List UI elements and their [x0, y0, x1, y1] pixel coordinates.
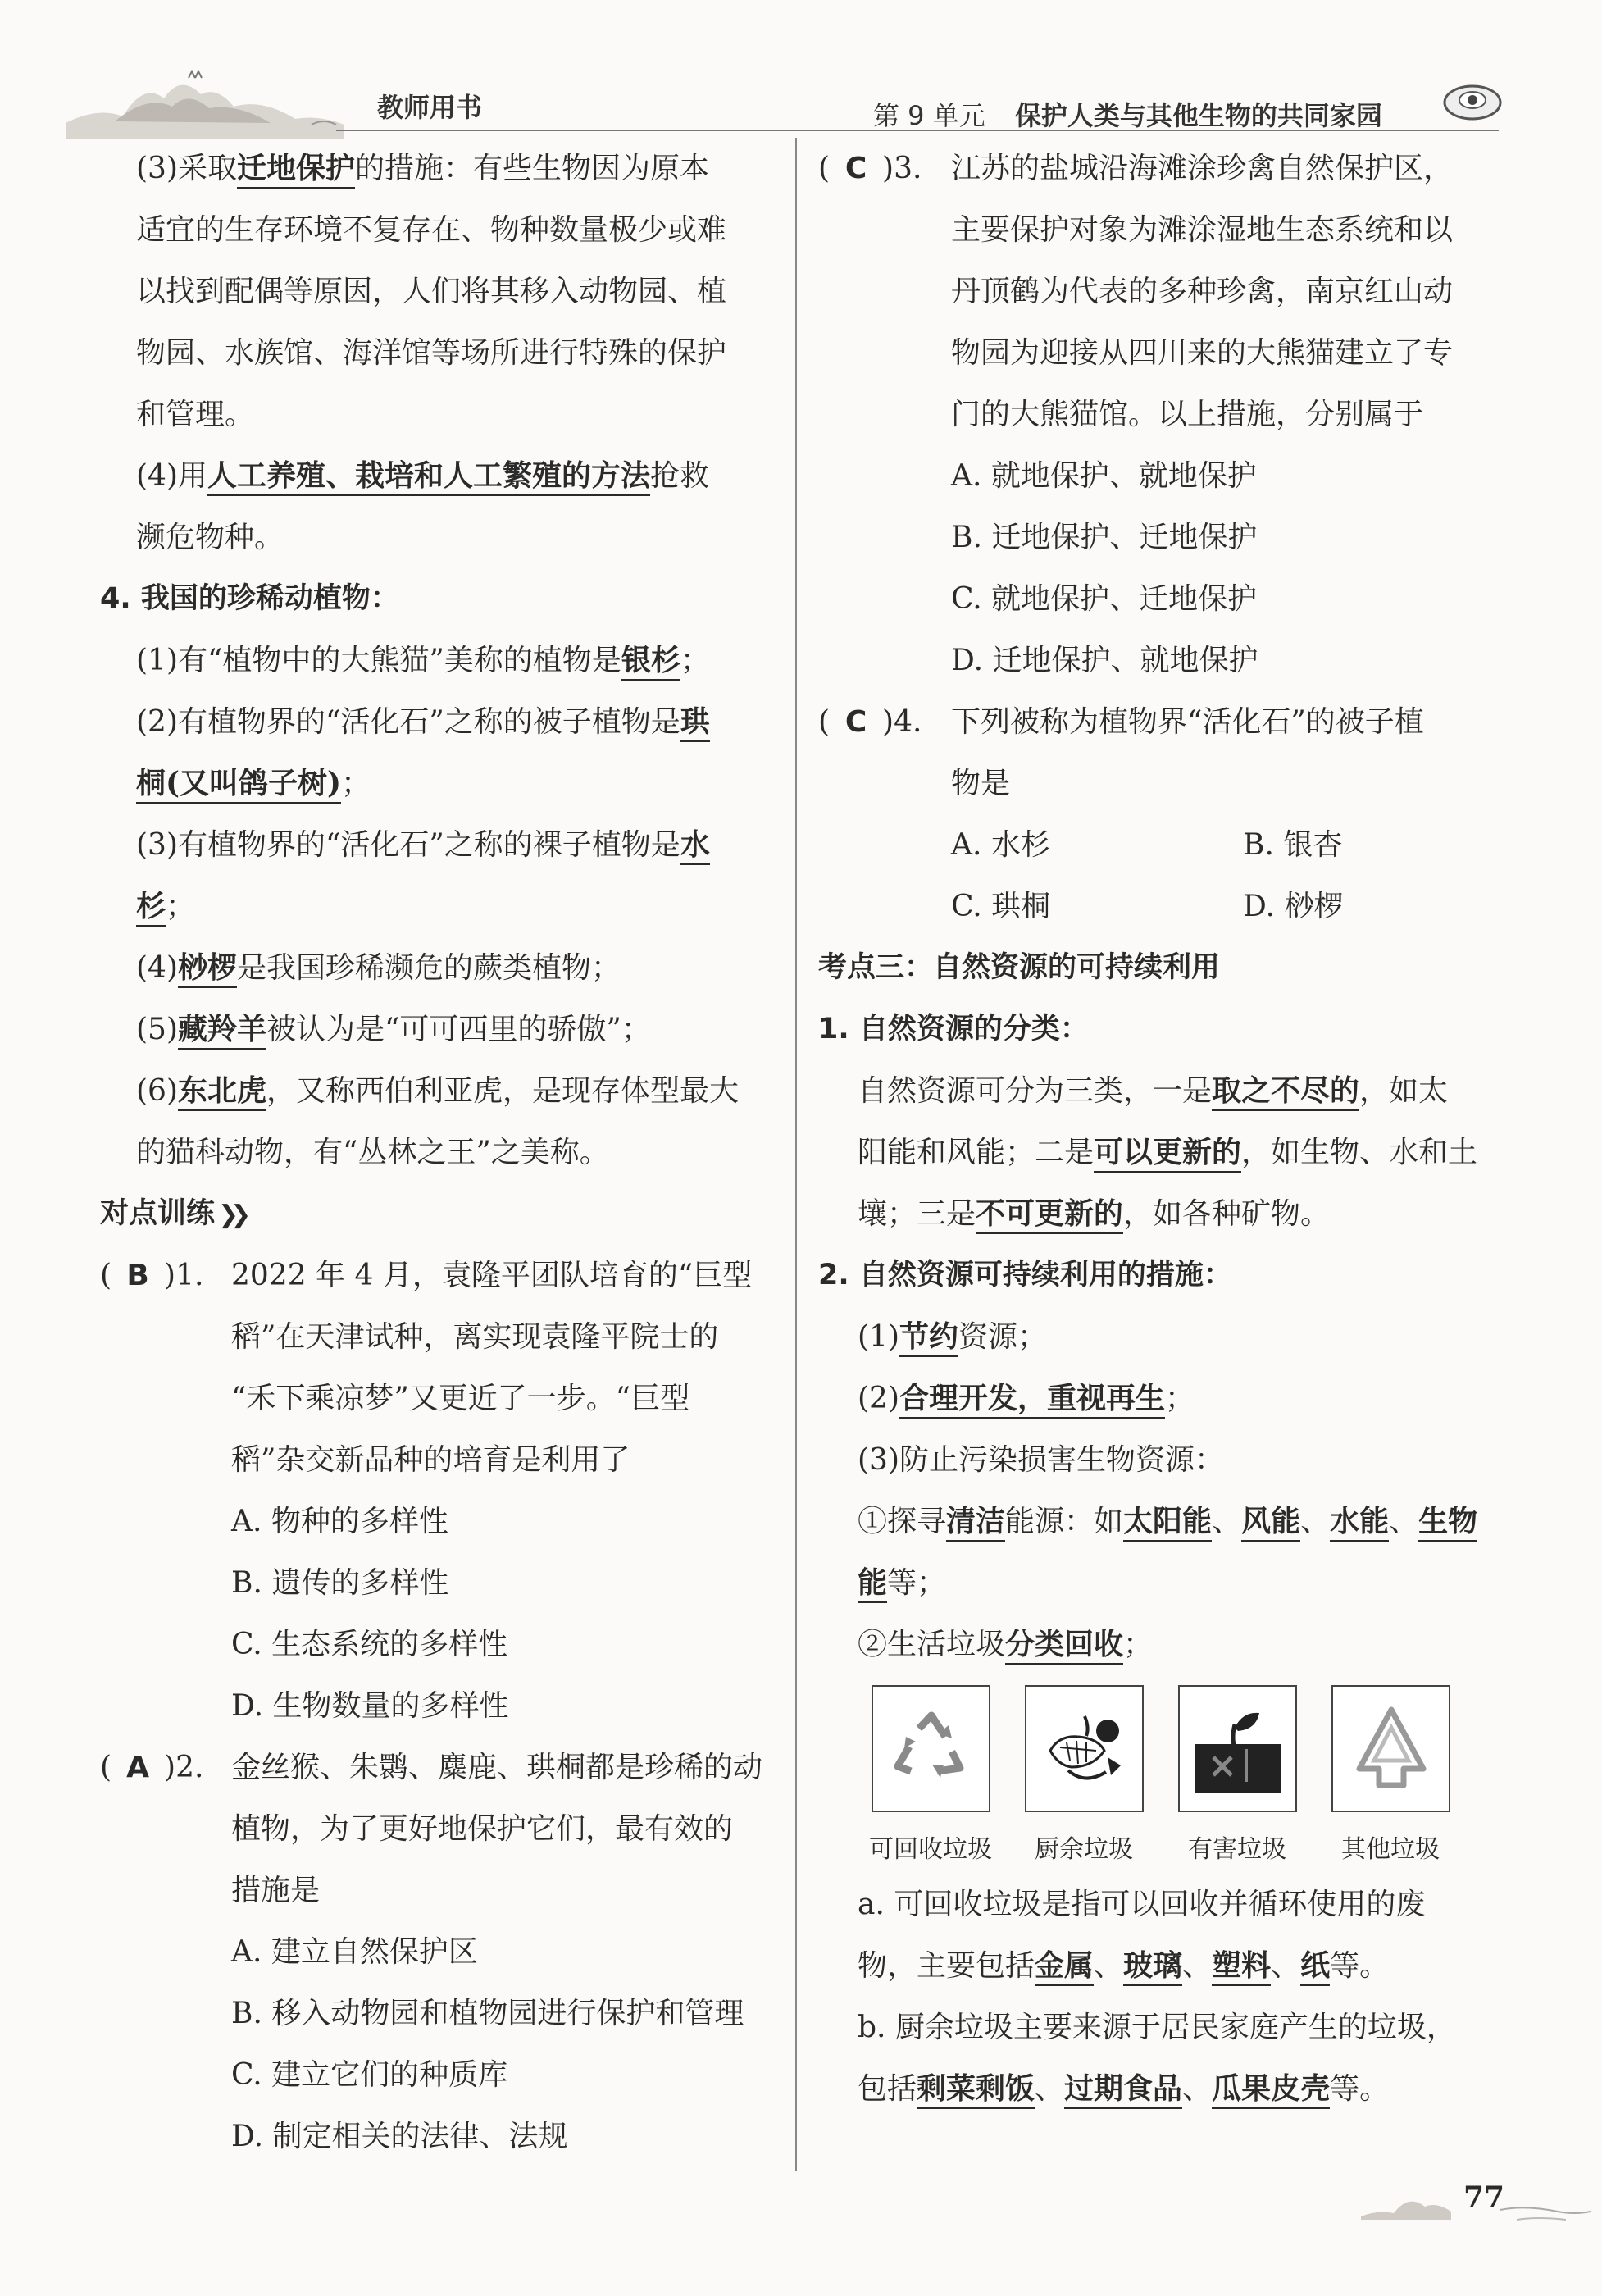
key-term: 取之不尽的 — [1212, 1073, 1359, 1111]
text-line: 稻”杂交新品种的培育是利用了 — [231, 1443, 630, 1477]
option-d: D. 迁地保护、就地保护 — [951, 644, 1258, 677]
answer-letter: B — [126, 1259, 149, 1292]
text-line: (5)藏羚羊被认为是“可可西里的骄傲”； — [100, 999, 772, 1060]
bin-label: 可回收垃圾 — [869, 1835, 992, 1864]
question-2: ( A )2. 金丝猴、朱鹮、麋鹿、珙桐都是珍稀的动 — [100, 1737, 772, 1798]
text-line: (3)采取迁地保护的措施：有些生物因为原本 — [100, 138, 772, 199]
key-term: 桫椤 — [178, 950, 237, 988]
option-a: A. 建立自然保护区 — [231, 1935, 478, 1969]
book-label: 教师用书 — [377, 92, 483, 123]
option-a: A. 水杉 — [951, 828, 1050, 862]
text-line: 的猫科动物，有“丛林之王”之美称。 — [136, 1136, 609, 1169]
double-chevron-icon: ❯❯ — [218, 1200, 243, 1229]
text-line: 以找到配偶等原因，人们将其移入动物园、植 — [136, 275, 727, 308]
text-line: (4)用人工养殖、栽培和人工繁殖的方法抢救 — [100, 445, 772, 507]
key-term: 水 — [680, 827, 710, 865]
key-term: 金属 — [1035, 1948, 1094, 1986]
key-term: 节约 — [899, 1319, 958, 1357]
key-term: 迁地保护 — [237, 151, 355, 189]
bin-recyclable — [869, 1685, 992, 1865]
key-term: 人工养殖、栽培和人工繁殖的方法 — [207, 458, 650, 496]
key-term: 过期食品 — [1064, 2071, 1182, 2109]
text-line: 能等； — [818, 1552, 1499, 1614]
key-term: 玻璃 — [1123, 1948, 1182, 1986]
section-heading: 4. 我国的珍稀动植物： — [100, 582, 399, 615]
key-term: 可以更新的 — [1094, 1135, 1241, 1173]
option-a: A. 物种的多样性 — [231, 1505, 448, 1538]
mountain-landscape-icon — [66, 49, 344, 139]
question-3: ( C )3. 江苏的盐城沿海滩涂珍禽自然保护区， — [818, 138, 1499, 199]
option-b: B. 移入动物园和植物园进行保护和管理 — [231, 1997, 744, 2030]
text-line: 物园、水族馆、海洋馆等场所进行特殊的保护 — [136, 336, 727, 370]
key-term: 东北虎 — [178, 1073, 266, 1111]
text-line: 自然资源可分为三类，一是取之不尽的，如太 — [818, 1060, 1499, 1122]
key-term: 水能 — [1330, 1504, 1389, 1542]
garbage-bins-figure — [869, 1685, 1499, 1874]
text-line: (3)有植物界的“活化石”之称的裸子植物是水 — [100, 814, 772, 876]
text-line: 门的大熊猫馆。以上措施，分别属于 — [951, 398, 1424, 431]
training-heading: 对点训练 ❯❯ — [100, 1183, 772, 1245]
text-line: 包括剩菜剩饭、过期食品、瓜果皮壳等。 — [818, 2058, 1499, 2120]
answer-slot: ( B )1. — [100, 1245, 231, 1306]
option-c: C. 生态系统的多样性 — [231, 1628, 508, 1661]
key-term: 风能 — [1241, 1504, 1300, 1542]
key-term: 分类回收 — [1005, 1627, 1123, 1665]
page-header — [0, 0, 1602, 139]
option-d: D. 生物数量的多样性 — [231, 1689, 509, 1723]
key-term: 生物 — [1418, 1504, 1477, 1542]
text-line: (3)防止污染损害生物资源： — [858, 1443, 1224, 1477]
question-4: ( C )4. 下列被称为植物界“活化石”的被子植 — [818, 691, 1499, 753]
key-term: 银杉 — [621, 643, 680, 681]
bin-other — [1331, 1685, 1450, 1865]
text-line: (2)有植物界的“活化石”之称的被子植物是珙 — [100, 691, 772, 753]
left-column — [100, 138, 772, 2167]
key-term: 塑料 — [1212, 1948, 1271, 1986]
options-row — [818, 814, 1499, 876]
answer-letter: C — [844, 152, 867, 185]
eye-logo-icon — [1441, 82, 1504, 123]
page-number: 77 — [1463, 2180, 1505, 2215]
bin-label: 厨余垃圾 — [1035, 1835, 1133, 1864]
key-term: 剩菜剩饭 — [917, 2071, 1035, 2109]
key-term: 藏羚羊 — [178, 1012, 266, 1050]
text-line: “禾下乘凉梦”又更近了一步。“巨型 — [231, 1382, 690, 1415]
option-c: C. 珙桐 — [951, 890, 1051, 923]
option-b: B. 迁地保护、迁地保护 — [951, 521, 1258, 554]
bin-hazardous — [1178, 1685, 1297, 1865]
bin-label: 有害垃圾 — [1188, 1835, 1286, 1864]
text-line: 阳能和风能；二是可以更新的，如生物、水和土 — [818, 1122, 1499, 1183]
option-c: C. 建立它们的种质库 — [231, 2058, 508, 2092]
text-line: 丹顶鹤为代表的多种珍禽，南京红山动 — [951, 275, 1454, 308]
page-footer — [1361, 2169, 1591, 2234]
text-line: 措施是 — [231, 1874, 321, 1907]
answer-slot: ( C )4. — [818, 691, 951, 753]
text-line: (2)合理开发，重视再生； — [818, 1368, 1499, 1429]
text-line: ②生活垃圾分类回收； — [818, 1614, 1499, 1675]
text-line: b. 厨余垃圾主要来源于居民家庭产生的垃圾， — [858, 2011, 1456, 2044]
answer-letter: C — [844, 705, 867, 739]
key-term: 纸 — [1300, 1948, 1330, 1986]
option-c: C. 就地保护、迁地保护 — [951, 582, 1258, 616]
subsection-heading: 1. 自然资源的分类： — [818, 1013, 1089, 1046]
text-line: 壤；三是不可更新的，如各种矿物。 — [818, 1183, 1499, 1245]
option-d: D. 桫椤 — [1243, 890, 1344, 923]
hazard-icon — [1189, 1700, 1287, 1798]
key-term: 合理开发，重视再生 — [899, 1381, 1165, 1419]
recycle-icon — [886, 1704, 976, 1794]
option-d: D. 制定相关的法律、法规 — [231, 2120, 568, 2153]
unit-title: 保护人类与其他生物的共同家园 — [1014, 100, 1382, 131]
key-term: 桐(又叫鸽子树) — [136, 766, 341, 804]
option-b: B. 银杏 — [1243, 828, 1343, 862]
text-line: a. 可回收垃圾是指可以回收并循环使用的废 — [858, 1888, 1426, 1921]
fish-bone-food-icon — [1035, 1700, 1134, 1798]
text-line: 濒危物种。 — [136, 521, 284, 554]
key-term: 清洁 — [946, 1504, 1005, 1542]
subsection-heading: 2. 自然资源可持续利用的措施： — [818, 1259, 1232, 1292]
other-waste-triangle-icon — [1346, 1700, 1436, 1798]
text-line: (6)东北虎，又称西伯利亚虎，是现存体型最大 — [100, 1060, 772, 1122]
text-line: 杉； — [100, 876, 772, 937]
key-term: 珙 — [680, 704, 710, 742]
bin-label: 其他垃圾 — [1341, 1835, 1440, 1864]
text-line: ①探寻清洁能源：如太阳能、风能、水能、生物 — [818, 1491, 1499, 1552]
question-1: ( B )1. 2022 年 4 月，袁隆平团队培育的“巨型 — [100, 1245, 772, 1306]
bin-kitchen — [1025, 1685, 1144, 1865]
text-line: 物是 — [951, 767, 1011, 800]
key-term: 能 — [858, 1565, 887, 1603]
right-column — [818, 138, 1499, 2120]
text-line: 和管理。 — [136, 398, 255, 431]
text-line: 物园为迎接从四川来的大熊猫建立了专 — [951, 336, 1454, 370]
option-b: B. 遗传的多样性 — [231, 1566, 449, 1600]
answer-slot: ( A )2. — [100, 1737, 231, 1798]
text-line: 物，主要包括金属、玻璃、塑料、纸等。 — [818, 1935, 1499, 1997]
text-line: 桐(又叫鸽子树)； — [100, 753, 772, 814]
key-term: 太阳能 — [1123, 1504, 1212, 1542]
section-heading: 考点三：自然资源的可持续利用 — [818, 951, 1221, 984]
option-a: A. 就地保护、就地保护 — [951, 459, 1257, 493]
column-divider — [795, 138, 797, 2171]
answer-slot: ( C )3. — [818, 138, 951, 199]
key-term: 瓜果皮壳 — [1212, 2071, 1330, 2109]
options-row — [818, 876, 1499, 937]
text-line: 植物，为了更好地保护它们，最有效的 — [231, 1812, 734, 1846]
text-line: 适宜的生存环境不复存在、物种数量极少或难 — [136, 213, 727, 247]
key-term: 不可更新的 — [976, 1196, 1123, 1234]
header-rule — [336, 130, 1499, 131]
key-term: 杉 — [136, 889, 166, 927]
text-line: 稻”在天津试种，离实现袁隆平院士的 — [231, 1320, 719, 1354]
answer-letter: A — [126, 1751, 149, 1784]
text-line: 主要保护对象为滩涂湿地生态系统和以 — [951, 213, 1454, 247]
unit-header — [873, 95, 1382, 133]
text-line: (4)桫椤是我国珍稀濒危的蕨类植物； — [100, 937, 772, 999]
text-line: (1)节约资源； — [818, 1306, 1499, 1368]
unit-number: 第 9 单元 — [873, 100, 985, 131]
text-line: (1)有“植物中的大熊猫”美称的植物是银杉； — [100, 630, 772, 691]
